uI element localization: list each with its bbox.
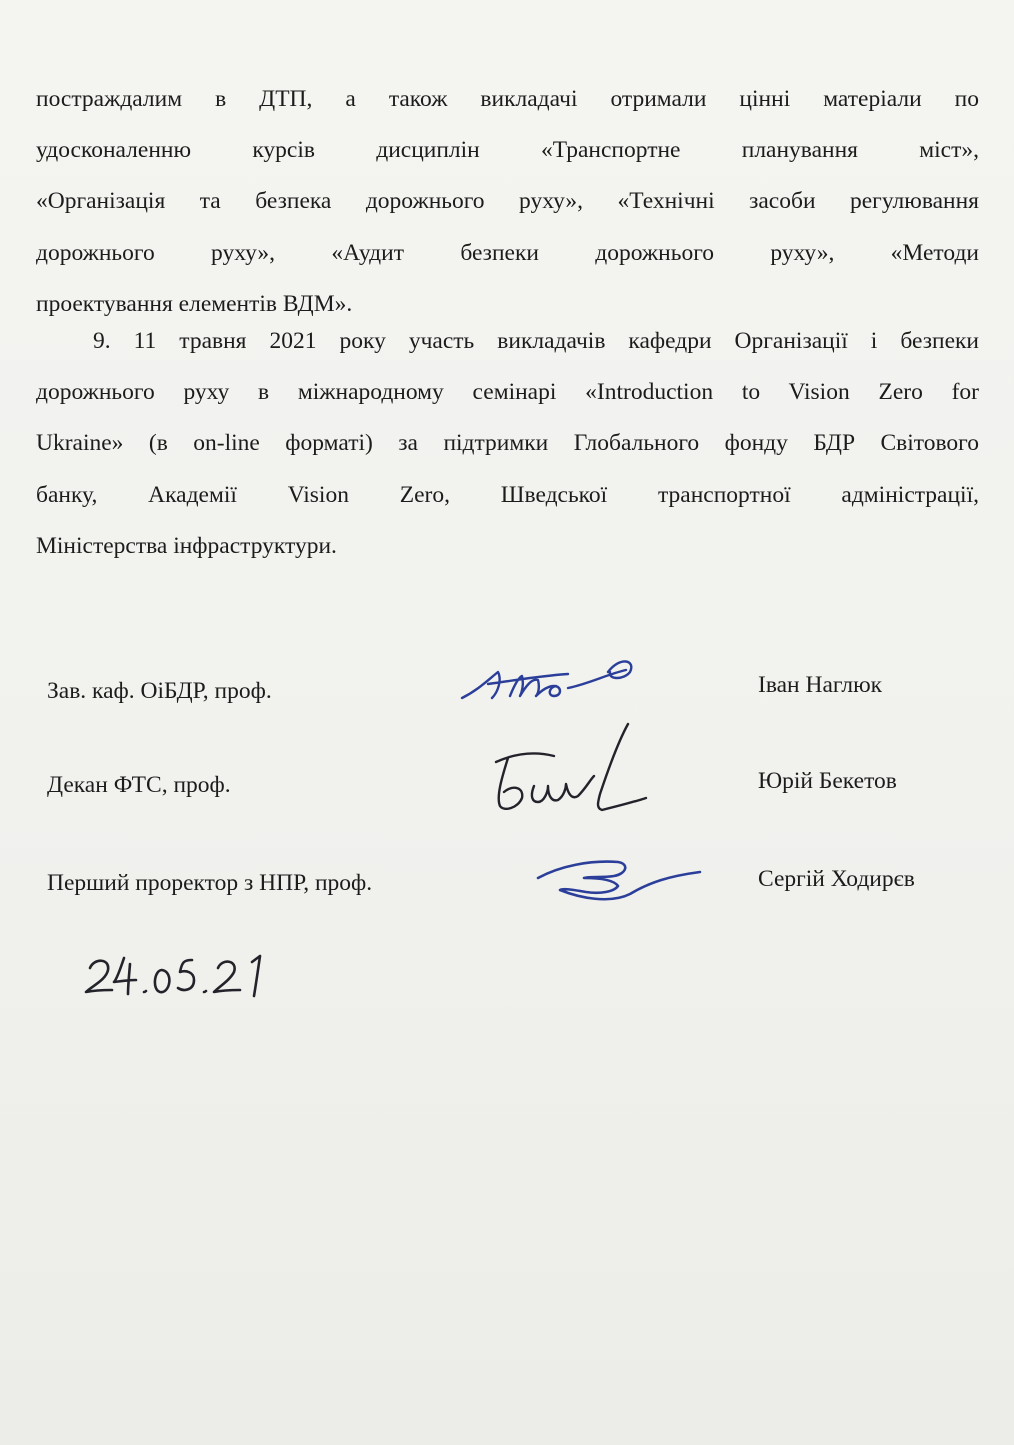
signature-row-head-of-department [0,640,1014,730]
signatory-name: Юрій Бекетов [758,768,897,794]
handwritten-date [80,950,280,1005]
signature-row-dean [0,722,1014,812]
text-line: дорожнього руху», «Аудит безпеки дорожнього руху», «Методи [36,239,979,266]
text-line: дорожнього руху в міжнародному семінарі «Introduction to Vision Zero for [36,379,979,406]
signatory-name: Іван Наглюк [758,672,883,698]
text-line: проектування елементів ВДМ». [36,290,353,317]
signatory-name: Сергій Ходирєв [758,866,915,892]
text-line: 9. 11 травня 2021 року участь викладачів кафедри Організації і безпеки [93,328,979,354]
signatory-title: Зав. каф. ОіБДР, проф. [47,678,272,704]
text-line: удосконаленню курсів дисциплін «Транспортне планування міст», [36,137,979,164]
paragraph-continuation [36,74,979,330]
text-line: Ukraine» (в on-line форматі) за підтримки Глобального фонду БДР Світового [36,430,979,457]
text-line: постраждалим в ДТП, а також викладачі отримали цінні матеріали по [36,86,979,112]
text-line: «Організація та безпека дорожнього руху», «Технічні засоби регулювання [36,188,979,215]
handwritten-signature [478,722,658,817]
text-line: банку, Академії Vision Zero, Шведської транспортної адміністрації, [36,481,979,508]
handwritten-signature [458,650,648,710]
signature-row-first-vice-rector [0,842,1014,932]
paragraph-item-9 [36,316,979,572]
signatory-title: Перший проректор з НПР, проф. [47,870,373,896]
signatory-title: Декан ФТС, проф. [47,772,231,798]
handwritten-signature [530,848,710,908]
text-line: Міністерства інфраструктури. [36,532,337,559]
